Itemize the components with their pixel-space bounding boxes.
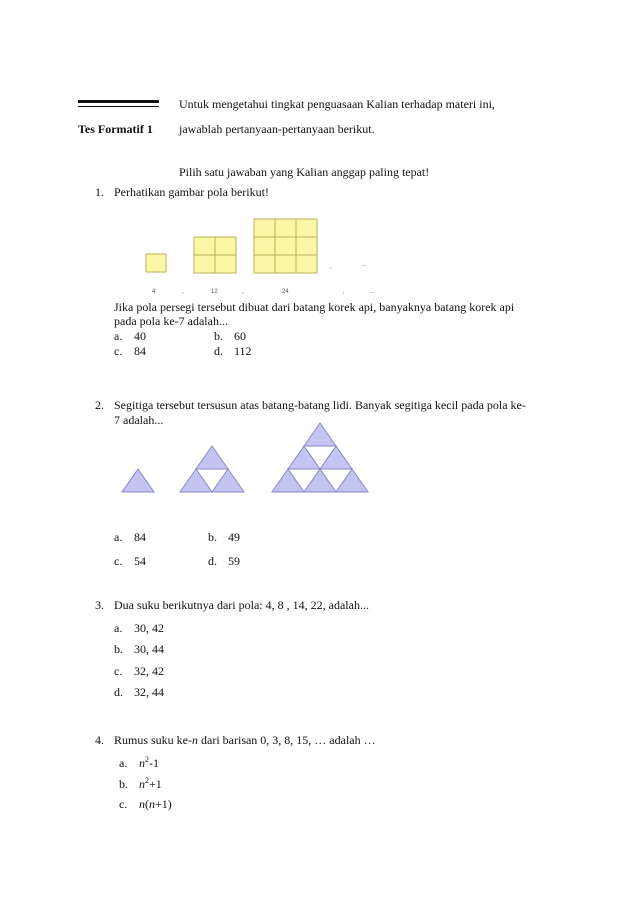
option-c[interactable] xyxy=(119,797,172,812)
option-letter: d. xyxy=(114,685,123,699)
option-letter: c. xyxy=(119,797,128,811)
figure-label: ... xyxy=(370,289,376,295)
intro-line-2: jawablah pertanyaan-pertanyaan berikut. xyxy=(179,122,375,136)
option-value: 84 xyxy=(134,530,146,544)
option-a[interactable] xyxy=(114,530,146,545)
question-1-body-line-1: Jika pola persegi tersebut dibuat dari batang korek api, banyaknya batang korek api xyxy=(114,300,515,314)
instruction-text: Pilih satu jawaban yang Kalian anggap paling tepat! xyxy=(179,165,430,179)
option-letter: b. xyxy=(214,329,223,343)
question-number: 1. xyxy=(95,185,104,199)
option-value: 84 xyxy=(134,344,146,358)
option-value: 59 xyxy=(228,554,240,568)
figure-label: 4 xyxy=(152,289,156,295)
option-letter: a. xyxy=(114,329,123,343)
option-value: 40 xyxy=(134,329,146,343)
figure-label: , xyxy=(182,289,184,295)
option-letter: b. xyxy=(114,642,123,656)
option-value: n(n+1) xyxy=(139,797,172,811)
figure-label: , xyxy=(242,289,244,295)
figure-label: 12 xyxy=(211,289,218,295)
option-a[interactable] xyxy=(119,755,159,771)
triangle-pattern-1 xyxy=(122,469,154,492)
option-value: 60 xyxy=(234,329,246,343)
question-prompt-line-1: Segitiga tersebut tersusun atas batang-batang lidi. Banyak segitiga kecil pada pola ke- xyxy=(114,398,526,412)
option-d[interactable] xyxy=(208,554,240,569)
option-letter: a. xyxy=(114,530,123,544)
figure-dot-comma: , xyxy=(330,264,332,270)
option-letter: a. xyxy=(114,621,123,635)
option-d[interactable] xyxy=(114,685,164,700)
option-value: 32, 44 xyxy=(134,685,164,699)
figure-dot-ellipsis: ... xyxy=(362,262,368,268)
figure-label: 24 xyxy=(282,289,289,295)
option-c[interactable] xyxy=(114,554,146,569)
option-value: $n^2-1$ xyxy=(139,755,159,770)
option-value: 54 xyxy=(134,554,146,568)
option-letter: d. xyxy=(208,554,217,568)
question-number: 4. xyxy=(95,733,104,747)
figure-label: , xyxy=(343,289,345,295)
question-prompt: Perhatikan gambar pola berikut! xyxy=(114,185,269,199)
intro-line-1: Untuk mengetahui tingkat penguasaan Kalian terhadap materi ini, xyxy=(179,97,495,111)
question-1-body-line-2: pada pola ke-7 adalah... xyxy=(114,314,228,328)
option-value: $n^2+1$ xyxy=(139,776,162,791)
option-a[interactable] xyxy=(114,621,164,636)
question-prompt: Rumus suku ke-n dari barisan 0, 3, 8, 15, … adalah … xyxy=(114,733,376,747)
option-letter: b. xyxy=(119,777,128,791)
option-letter: d. xyxy=(214,344,223,358)
option-c[interactable] xyxy=(114,664,164,679)
option-letter: c. xyxy=(114,664,123,678)
test-title: Tes Formatif 1 xyxy=(78,122,153,136)
option-b[interactable] xyxy=(208,530,240,545)
option-letter: b. xyxy=(208,530,217,544)
option-value: 112 xyxy=(234,344,252,358)
question-prompt: Dua suku berikutnya dari pola: 4, 8 , 14, 22, adalah... xyxy=(114,598,369,612)
option-value: 32, 42 xyxy=(134,664,164,678)
option-b[interactable] xyxy=(114,642,164,657)
option-value: 49 xyxy=(228,530,240,544)
question-number: 2. xyxy=(95,398,104,412)
option-b[interactable] xyxy=(119,776,162,792)
option-letter: a. xyxy=(119,756,128,770)
question-number: 3. xyxy=(95,598,104,612)
option-letter: c. xyxy=(114,554,123,568)
option-value: 30, 42 xyxy=(134,621,164,635)
question-2-prompt-line-2: 7 adalah... xyxy=(114,413,164,427)
option-letter: c. xyxy=(114,344,123,358)
option-value: 30, 44 xyxy=(134,642,164,656)
